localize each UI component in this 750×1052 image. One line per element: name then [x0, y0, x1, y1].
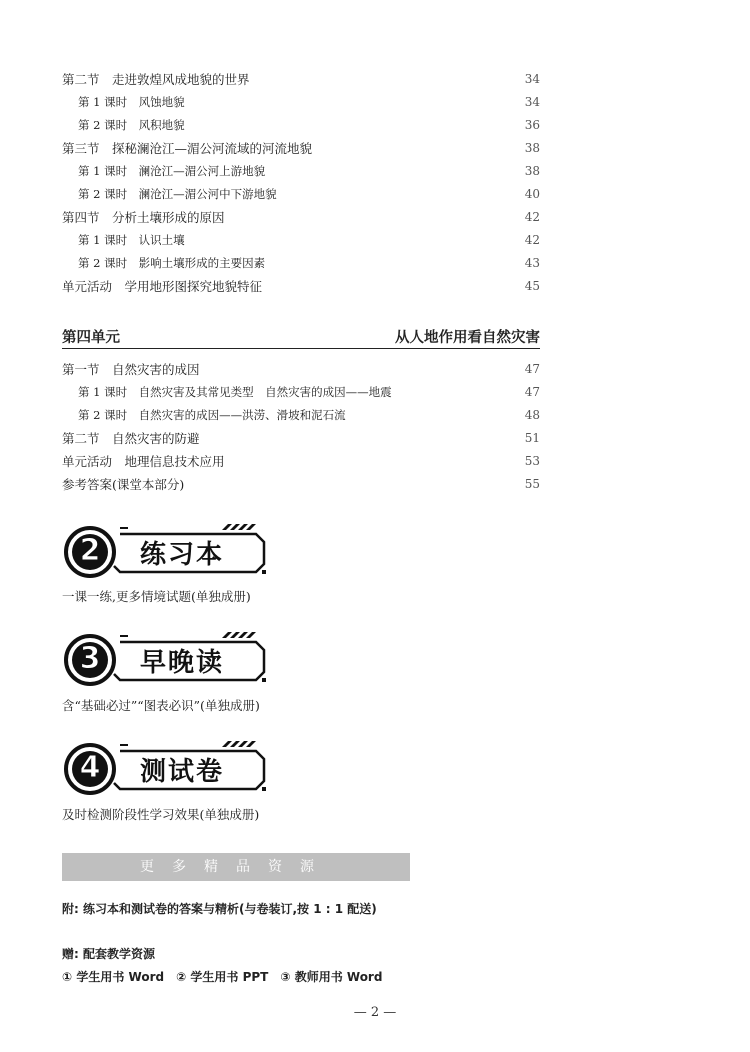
toc-page: 45 [524, 279, 540, 293]
more-resources-bar: 更多精品资源 [62, 853, 410, 881]
banner-title: 练习本 [140, 540, 225, 570]
toc-page: 47 [524, 385, 540, 399]
toc-title: 第 2 课时 影响土壤形成的主要因素 [78, 256, 266, 270]
toc-title: 单元活动 学用地形图探究地貌特征 [62, 279, 263, 294]
toc-row[interactable] [62, 160, 540, 183]
toc-title: 第三节 探秘澜沧江—湄公河流域的河流地貌 [62, 141, 313, 156]
toc-row[interactable] [62, 229, 540, 252]
toc-title: 第二节 走进敦煌风成地貌的世界 [62, 72, 250, 87]
page-number: — 2 — [353, 1005, 397, 1020]
toc-page: 36 [524, 118, 540, 132]
toc-row[interactable] [62, 137, 540, 160]
toc-row[interactable] [62, 68, 540, 91]
toc-title: 第 2 课时 风积地貌 [78, 118, 185, 132]
toc-page: 51 [524, 431, 540, 445]
banner-description: 含“基础必过”“图表必识”(单独成册) [62, 698, 260, 713]
toc-title: 单元活动 地理信息技术应用 [62, 454, 225, 469]
toc-row[interactable] [62, 427, 540, 450]
attachment-note: 附: 练习本和测试卷的答案与精析(与卷装订,按 1 : 1 配送) [62, 902, 377, 916]
gift-items: ① 学生用书 Word ② 学生用书 PPT ③ 教师用书 Word [62, 970, 383, 984]
toc-page: 55 [524, 477, 540, 491]
toc-page: 40 [524, 187, 540, 201]
toc-row[interactable] [62, 275, 540, 298]
toc-title: 第 1 课时 风蚀地貌 [78, 95, 185, 109]
toc-page: 34 [524, 95, 540, 109]
banner-number: 3 [79, 641, 101, 676]
toc-page: 38 [524, 164, 540, 178]
toc-title: 第 2 课时 澜沧江—湄公河中下游地貌 [78, 187, 277, 201]
toc-title: 第一节 自然灾害的成因 [62, 362, 200, 377]
toc-part2 [62, 358, 540, 496]
toc-page: 42 [524, 210, 540, 224]
banner-morning-reading [62, 628, 272, 690]
unit-heading [62, 324, 540, 349]
unit-label: 第四单元 [62, 330, 120, 346]
toc-title: 第 2 课时 自然灾害的成因——洪涝、滑坡和泥石流 [78, 408, 346, 422]
banner-description: 及时检测阶段性学习效果(单独成册) [62, 807, 260, 822]
toc-row[interactable] [62, 450, 540, 473]
toc-title: 第 1 课时 认识土壤 [78, 233, 185, 247]
toc-row[interactable] [62, 91, 540, 114]
toc-page: 53 [524, 454, 540, 468]
banner-test-papers [62, 737, 272, 799]
toc-title: 参考答案(课堂本部分) [62, 477, 185, 492]
banner-number: 2 [79, 533, 101, 568]
toc-page: 38 [524, 141, 540, 155]
toc-title: 第二节 自然灾害的防避 [62, 431, 200, 446]
toc-title: 第 1 课时 自然灾害及其常见类型 自然灾害的成因——地震 [78, 385, 392, 399]
toc-row[interactable] [62, 206, 540, 229]
toc-title: 第四节 分析土壤形成的原因 [62, 210, 225, 225]
banner-title: 早晚读 [140, 648, 225, 678]
toc-title: 第 1 课时 澜沧江—湄公河上游地貌 [78, 164, 266, 178]
toc-page: 43 [524, 256, 540, 270]
toc-row[interactable] [62, 358, 540, 381]
toc-part1 [62, 68, 540, 298]
banner-description: 一课一练,更多情境试题(单独成册) [62, 589, 251, 604]
gift-title: 赠: 配套教学资源 [62, 947, 155, 961]
banner-number: 4 [79, 750, 101, 785]
toc-row[interactable] [62, 381, 540, 404]
toc-row[interactable] [62, 114, 540, 137]
toc-page: 47 [524, 362, 540, 376]
toc-page: 42 [524, 233, 540, 247]
banner-title: 测试卷 [140, 757, 225, 787]
toc-row[interactable] [62, 252, 540, 275]
toc-row[interactable] [62, 183, 540, 206]
toc-page: 34 [524, 72, 540, 86]
banner-practice-book [62, 520, 272, 582]
unit-title: 从人地作用看自然灾害 [395, 330, 540, 346]
toc-page: 48 [524, 408, 540, 422]
toc-row[interactable] [62, 404, 540, 427]
toc-row[interactable] [62, 473, 540, 496]
